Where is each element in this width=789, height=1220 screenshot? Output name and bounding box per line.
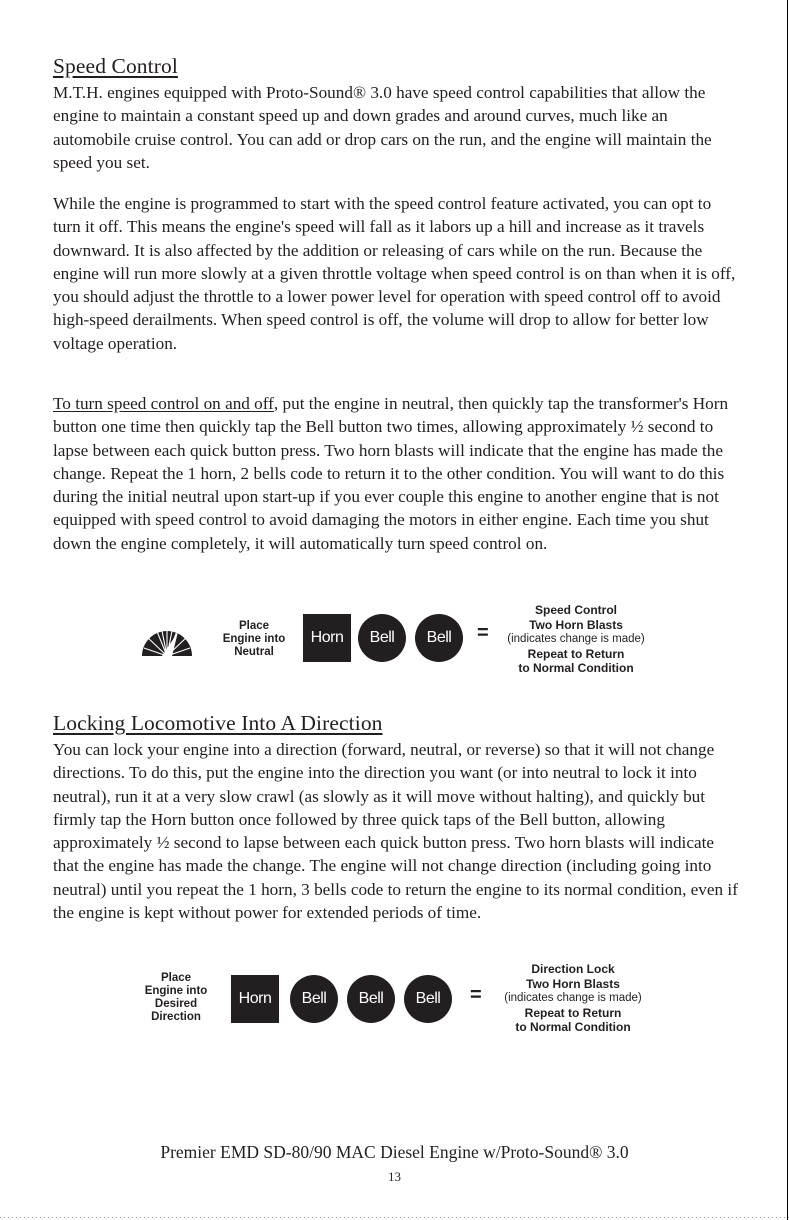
page-number: 13: [388, 1169, 401, 1184]
bell-button: Bell: [347, 975, 395, 1023]
speed-control-heading: Speed Control: [53, 54, 178, 78]
speed-control-instructions-lead: To turn speed control on and off: [53, 394, 274, 413]
lock-step-label: Place Engine into Desired Direction: [144, 972, 208, 1023]
equals-sign: =: [477, 622, 489, 644]
bell-button: Bell: [415, 614, 463, 662]
speed-control-instructions-body: , put the engine in neutral, then quickly tap the transformer's Horn button one time then quickly tap the Bell button two times, allowing approximately ½ second to lapse between each quick button press. Two horn blasts will indicate that the engine has made the change. Repeat the 1 horn, 2 bells code to return it to the other condition. You will want to do this during the initial neutral upon start-up if you ever couple this engine to another engine that is not equipped with speed control to avoid damaging the motors in either engine. Each time you shut down the engine completely, it will automatically turn speed control on.: [53, 394, 729, 553]
throttle-dial-icon: [140, 612, 194, 658]
bell-button: Bell: [358, 614, 406, 662]
speed-control-intro: M.T.H. engines equipped with Proto-Sound® 3.0 have speed control capabilities that allow the engine to maintain a constant speed up and down grades and around curves, much like an automobile cruise control. You can add or drop cars on the run, and the engine will maintain the speed you set.: [53, 83, 712, 172]
speed-result-text: Speed Control Two Horn Blasts (indicates change is made) Repeat to Return to Normal Condition: [507, 603, 645, 675]
speed-step-label: Place Engine into Neutral: [222, 620, 286, 658]
footer-title: Premier EMD SD-80/90 MAC Diesel Engine w/Proto-Sound® 3.0: [160, 1142, 629, 1162]
bell-button: Bell: [404, 975, 452, 1023]
bell-button: Bell: [290, 975, 338, 1023]
speed-control-details: While the engine is programmed to start with the speed control feature activated, you can opt to turn it off. This means the engine's speed will fall as it labors up a hill and increase as it travels downward. It is also affected by the addition or releasing of cars while on the run. Because the engine will run more slowly at a given throttle voltage when speed control is on than when it is off, you should adjust the throttle to a lower power level for operation with speed control off to avoid high-speed derailments. When speed control is off, the volume will drop to allow for better low voltage operation.: [53, 194, 736, 353]
lock-result-text: Direction Lock Two Horn Blasts (indicates change is made) Repeat to Return to Normal Condition: [504, 962, 642, 1034]
horn-button: Horn: [231, 975, 279, 1023]
horn-button: Horn: [303, 614, 351, 662]
direction-lock-heading: Locking Locomotive Into A Direction: [53, 711, 383, 735]
equals-sign: =: [470, 984, 482, 1006]
page-bottom-dots: [0, 1217, 789, 1218]
speed-control-instructions: [53, 392, 743, 555]
direction-lock-instructions: You can lock your engine into a direction (forward, neutral, or reverse) so that it will not change directions. To do this, put the engine into the direction you want (or into neutral to lock it into neutral), run it at a very slow crawl (as slowly as it will move without halting), and quickly but firmly tap the Horn button once followed by three quick taps of the Bell button, allowing approximately ½ second to lapse between each quick button press. Two horn blasts will indicate that the engine has made the change. The engine will not change direction (including going into neutral) until you repeat the 1 horn, 3 bells code to return the engine to its normal condition, even if the engine is kept without power for extended periods of time.: [53, 740, 738, 923]
page-edge-rule: [787, 0, 788, 1220]
